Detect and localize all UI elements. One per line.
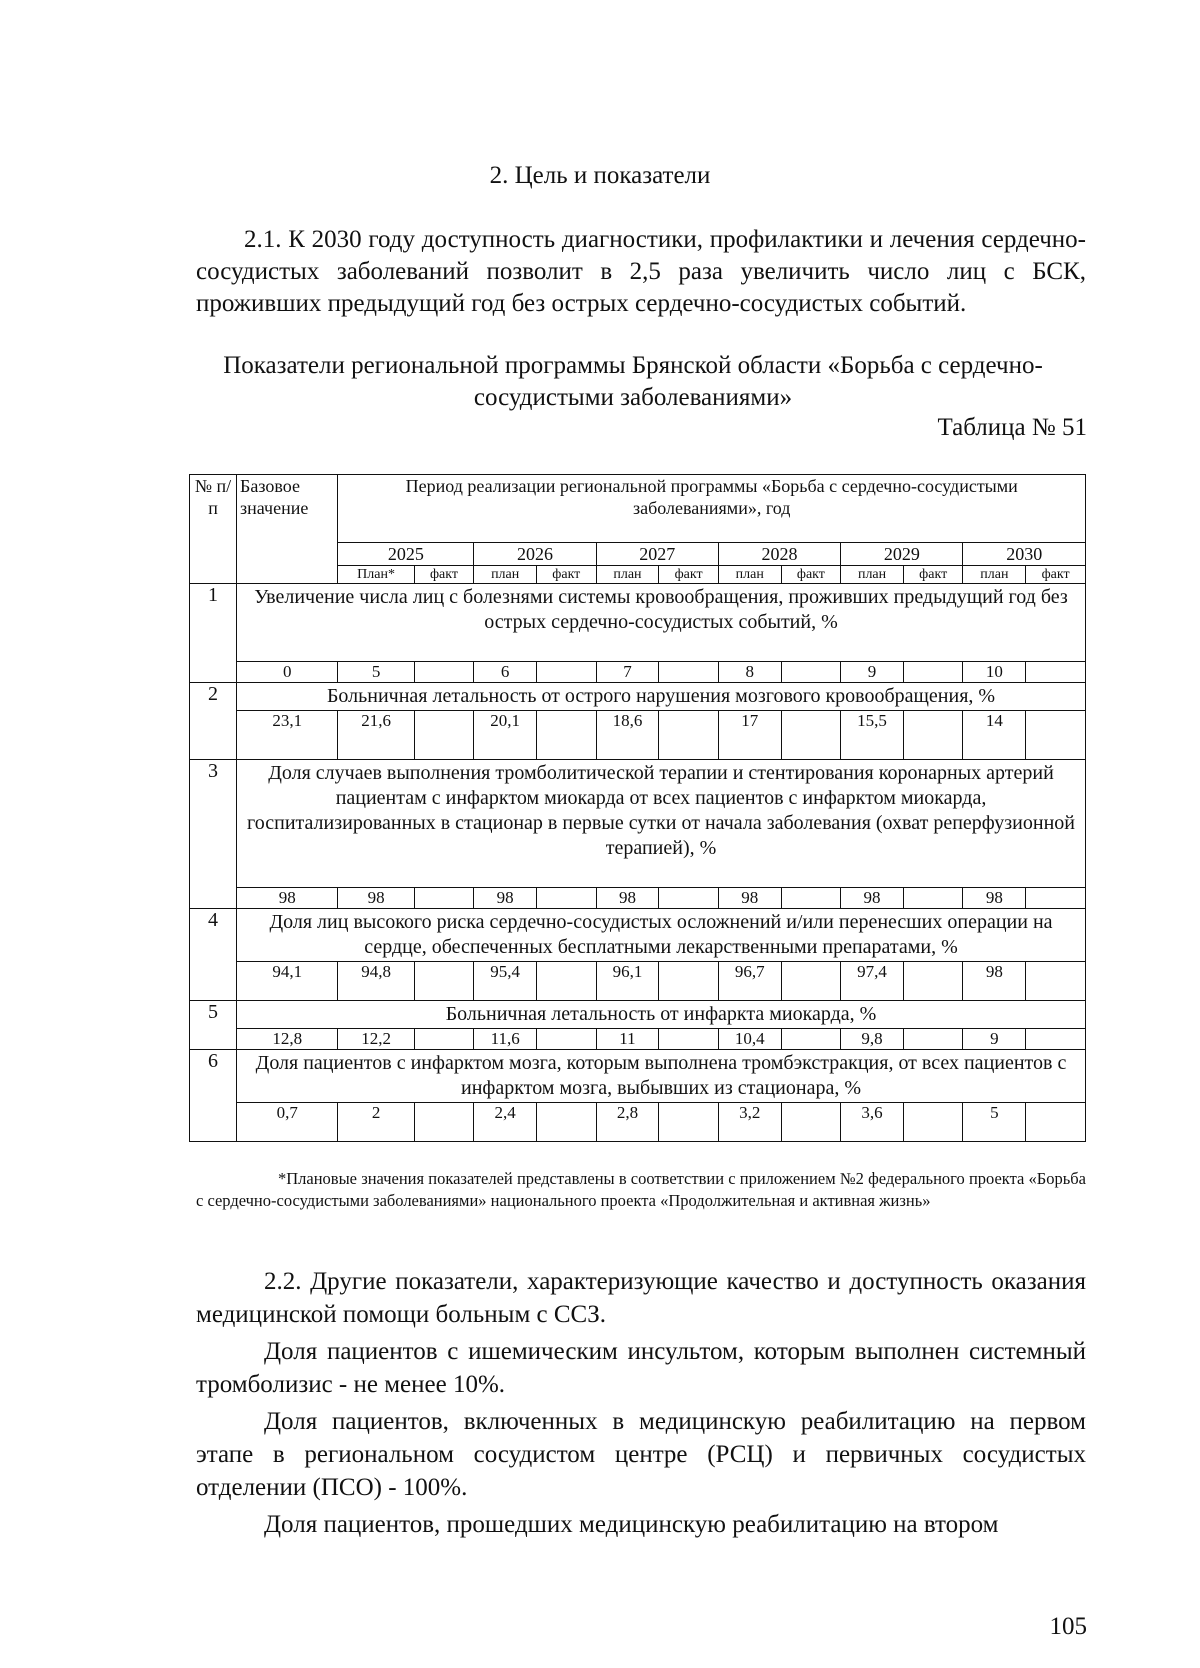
fact-value-2026 — [537, 662, 597, 683]
indicator-row-1 — [190, 584, 1086, 662]
paragraph: 2.2. Другие показатели, характеризующие качество и доступность оказания медицинской помощи больным с ССЗ. — [196, 1268, 1086, 1328]
fact-value-2025 — [414, 1029, 474, 1050]
plan-value-2028: 8 — [718, 662, 781, 683]
sub-fact-2025: факт — [414, 566, 474, 584]
row-number: 4 — [190, 909, 237, 1001]
plan-value-2029: 15,5 — [841, 711, 904, 760]
row-number: 2 — [190, 683, 237, 760]
fact-value-2029 — [903, 711, 963, 760]
year-2028: 2028 — [718, 543, 840, 566]
indicator-row-4 — [190, 909, 1086, 962]
plan-value-2030: 9 — [963, 1029, 1026, 1050]
fact-value-2028 — [781, 888, 841, 909]
plan-value-2028: 17 — [718, 711, 781, 760]
plan-value-2028: 10,4 — [718, 1029, 781, 1050]
indicator-description: Доля пациентов с инфарктом мозга, которым выполнена тромбэкстракция, от всех пациентов с инфарктом мозга, выбывших из стационара, % — [237, 1050, 1086, 1103]
plan-value-2025: 12,2 — [338, 1029, 414, 1050]
fact-value-2027 — [659, 962, 719, 1001]
fact-value-2025 — [414, 662, 474, 683]
fact-value-2029 — [903, 962, 963, 1001]
indicator-description: Больничная летальность от острого нарушения мозгового кровообращения, % — [237, 683, 1086, 711]
sub-fact-2029: факт — [903, 566, 963, 584]
base-value: 98 — [237, 888, 338, 909]
plan-value-2029: 97,4 — [841, 962, 904, 1001]
header-num: № п/п — [190, 475, 237, 584]
plan-value-2027: 98 — [596, 888, 659, 909]
fact-value-2027 — [659, 1029, 719, 1050]
footnote: *Плановые значения показателей представлены в соответствии с приложением №2 федерального проекта «Борьба с сердечно-сосудистыми заболеваниями» национального проекта «Продолжительная и активная жизнь» — [196, 1169, 1086, 1210]
plan-value-2027: 11 — [596, 1029, 659, 1050]
fact-value-2025 — [414, 1103, 474, 1142]
indicator-description: Доля случаев выполнения тромболитической терапии и стентирования коронарных артерий пациентам с инфарктом миокарда от всех пациентов с инфарктом миокарда, госпитализированных в стационар в первые сутки от начала заболевания (охват реперфузионной терапией), % — [237, 760, 1086, 888]
plan-value-2025: 5 — [338, 662, 414, 683]
sub-plan-2027: план — [596, 566, 659, 584]
fact-value-2028 — [781, 662, 841, 683]
fact-value-2027 — [659, 1103, 719, 1142]
plan-value-2027: 96,1 — [596, 962, 659, 1001]
plan-value-2028: 96,7 — [718, 962, 781, 1001]
paragraphs-2-2 — [196, 1265, 1086, 1545]
plan-value-2030: 5 — [963, 1103, 1026, 1142]
indicator-row-5 — [190, 1001, 1086, 1029]
plan-value-2026: 20,1 — [474, 711, 537, 760]
fact-value-2029 — [903, 888, 963, 909]
indicator-description: Больничная летальность от инфаркта миокарда, % — [237, 1001, 1086, 1029]
fact-value-2026 — [537, 711, 597, 760]
paragraph: Доля пациентов, включенных в медицинскую реабилитацию на первом этапе в региональном сосудистом центре (РСЦ) и первичных сосудистых отделении (ПСО) - 100%. — [196, 1408, 1086, 1501]
header-base: Базовое значение — [237, 475, 338, 584]
plan-value-2029: 9 — [841, 662, 904, 683]
indicator-row-6 — [190, 1050, 1086, 1103]
plan-value-2025: 98 — [338, 888, 414, 909]
row-number: 5 — [190, 1001, 237, 1050]
indicator-description: Увеличение числа лиц с болезнями системы кровообращения, проживших предыдущий год без острых сердечно-сосудистых событий, % — [237, 584, 1086, 662]
fact-value-2029 — [903, 1029, 963, 1050]
section-heading: 2. Цель и показатели — [489, 162, 711, 189]
plan-value-2027: 7 — [596, 662, 659, 683]
indicator-row-2 — [190, 683, 1086, 711]
row-number: 6 — [190, 1050, 237, 1142]
indicator-values-row — [190, 1103, 1086, 1142]
sub-plan-2028: план — [718, 566, 781, 584]
sub-plan-2026: план — [474, 566, 537, 584]
sub-fact-2030: факт — [1026, 566, 1086, 584]
plan-value-2030: 14 — [963, 711, 1026, 760]
sub-plan-2030: план — [963, 566, 1026, 584]
paragraph: Доля пациентов с ишемическим инсультом, которым выполнен системный тромболизис - не менее 10%. — [196, 1338, 1086, 1398]
fact-value-2027 — [659, 888, 719, 909]
fact-value-2030 — [1026, 1103, 1086, 1142]
base-value: 94,1 — [237, 962, 338, 1001]
row-number: 1 — [190, 584, 237, 683]
sub-fact-2026: факт — [537, 566, 597, 584]
year-2026: 2026 — [474, 543, 596, 566]
table-title: Показатели региональной программы Брянской области «Борьба с сердечно-сосудистыми заболеваниями» — [223, 352, 1043, 411]
fact-value-2026 — [537, 888, 597, 909]
plan-value-2025: 94,8 — [338, 962, 414, 1001]
sub-plan-2029: план — [841, 566, 904, 584]
fact-value-2025 — [414, 888, 474, 909]
fact-value-2026 — [537, 1103, 597, 1142]
plan-value-2026: 6 — [474, 662, 537, 683]
table-number: Таблица № 51 — [937, 414, 1087, 441]
indicator-row-3 — [190, 760, 1086, 888]
plan-value-2026: 95,4 — [474, 962, 537, 1001]
plan-value-2026: 98 — [474, 888, 537, 909]
fact-value-2030 — [1026, 711, 1086, 760]
fact-value-2028 — [781, 962, 841, 1001]
fact-value-2026 — [537, 962, 597, 1001]
table-header-row — [190, 475, 1086, 543]
indicator-values-row — [190, 711, 1086, 760]
plan-value-2029: 9,8 — [841, 1029, 904, 1050]
fact-value-2030 — [1026, 1029, 1086, 1050]
fact-value-2026 — [537, 1029, 597, 1050]
fact-value-2030 — [1026, 888, 1086, 909]
indicator-description: Доля лиц высокого риска сердечно-сосудистых осложнений и/или перенесших операции на сердце, обеспеченных бесплатными лекарственными препаратами, % — [237, 909, 1086, 962]
plan-value-2025: 21,6 — [338, 711, 414, 760]
plan-value-2029: 3,6 — [841, 1103, 904, 1142]
fact-value-2030 — [1026, 962, 1086, 1001]
plan-value-2028: 98 — [718, 888, 781, 909]
year-2029: 2029 — [841, 543, 963, 566]
base-value: 23,1 — [237, 711, 338, 760]
fact-value-2028 — [781, 1103, 841, 1142]
paragraph: Доля пациентов, прошедших медицинскую реабилитацию на втором — [264, 1511, 999, 1538]
base-value: 0,7 — [237, 1103, 338, 1142]
paragraph-2-1: 2.1. К 2030 году доступность диагностики, профилактики и лечения сердечно-сосудистых заболеваний позволит в 2,5 раза увеличить число лиц с БСК, проживших предыдущий год без острых сердечно-сосудистых событий. — [196, 226, 1086, 317]
plan-value-2030: 10 — [963, 662, 1026, 683]
sub-plan-2025: План* — [338, 566, 414, 584]
header-period: Период реализации региональной программы «Борьба с сердечно-сосудистыми заболеваниями», год — [338, 475, 1086, 543]
fact-value-2025 — [414, 711, 474, 760]
fact-value-2028 — [781, 1029, 841, 1050]
year-2030: 2030 — [963, 543, 1086, 566]
indicator-values-row — [190, 662, 1086, 683]
indicator-values-row — [190, 1029, 1086, 1050]
fact-value-2030 — [1026, 662, 1086, 683]
fact-value-2025 — [414, 962, 474, 1001]
sub-fact-2027: факт — [659, 566, 719, 584]
fact-value-2029 — [903, 1103, 963, 1142]
plan-value-2025: 2 — [338, 1103, 414, 1142]
indicators-table — [189, 474, 1086, 1142]
fact-value-2029 — [903, 662, 963, 683]
year-2025: 2025 — [338, 543, 474, 566]
fact-value-2028 — [781, 711, 841, 760]
plan-value-2028: 3,2 — [718, 1103, 781, 1142]
indicator-values-row — [190, 888, 1086, 909]
year-2027: 2027 — [596, 543, 718, 566]
page-number: 105 — [1049, 1613, 1087, 1640]
plan-value-2029: 98 — [841, 888, 904, 909]
plan-value-2027: 18,6 — [596, 711, 659, 760]
plan-value-2026: 11,6 — [474, 1029, 537, 1050]
base-value: 12,8 — [237, 1029, 338, 1050]
plan-value-2030: 98 — [963, 962, 1026, 1001]
plan-value-2026: 2,4 — [474, 1103, 537, 1142]
plan-value-2030: 98 — [963, 888, 1026, 909]
base-value: 0 — [237, 662, 338, 683]
fact-value-2027 — [659, 711, 719, 760]
plan-value-2027: 2,8 — [596, 1103, 659, 1142]
sub-fact-2028: факт — [781, 566, 841, 584]
indicator-values-row — [190, 962, 1086, 1001]
row-number: 3 — [190, 760, 237, 909]
fact-value-2027 — [659, 662, 719, 683]
